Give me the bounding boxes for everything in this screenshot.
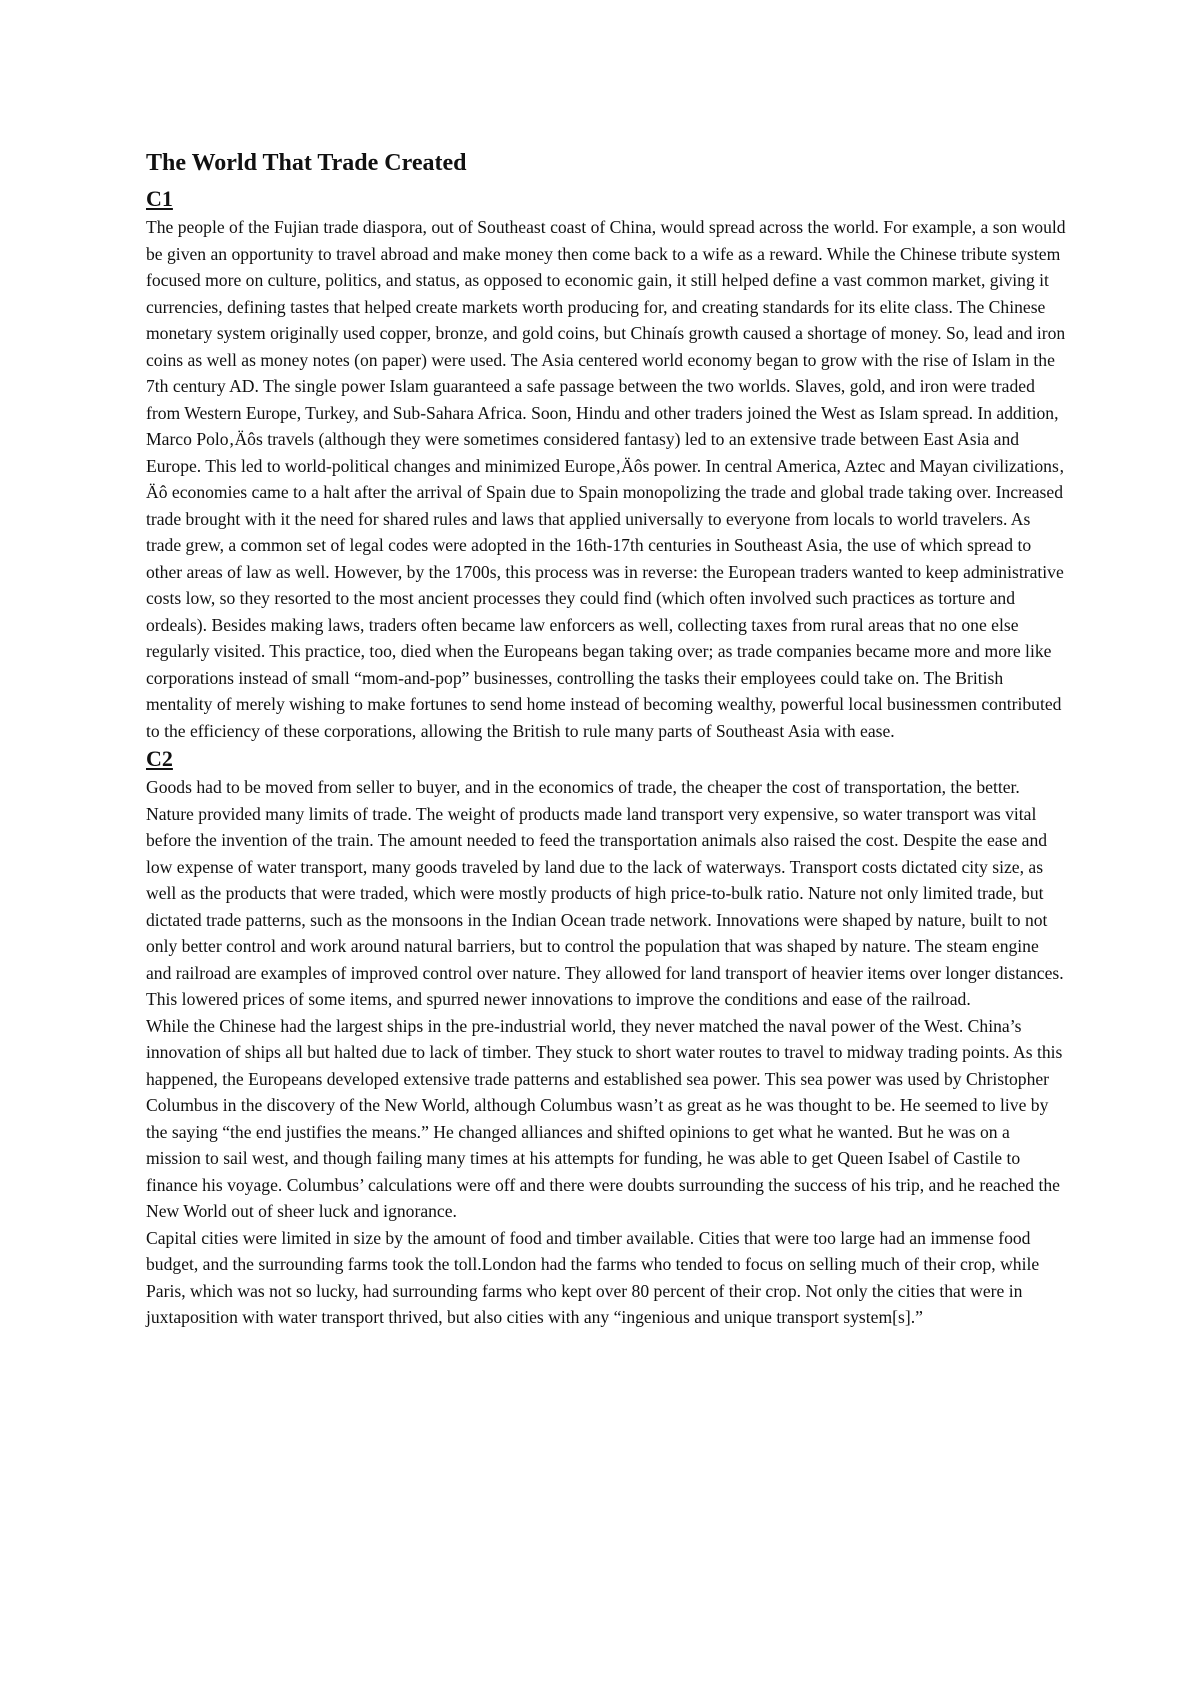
section-c1 (146, 184, 1066, 744)
section-heading-c1: C1 (146, 186, 173, 211)
document-page (146, 146, 1066, 1331)
section-heading-c2: C2 (146, 746, 173, 771)
paragraph-c2-1: Goods had to be moved from seller to buyer, and in the economics of trade, the cheaper the cost of transportation, the better. Nature provided many limits of trade. The weight of products made land transport very expensive, so water transport was vital before the invention of the train. The amount needed to feed the transportation animals also raised the cost. Despite the ease and low expense of water transport, many goods traveled by land due to the lack of waterways. Transport costs dictated city size, as well as the products that were traded, which were mostly products of high price-to-bulk ratio. Nature not only limited trade, but dictated trade patterns, such as the monsoons in the Indian Ocean trade network. Innovations were shaped by nature, built to not only better control and work around natural barriers, but to control the population that was shaped by nature. The steam engine and railroad are examples of improved control over nature. They allowed for land transport of heavier items over longer distances. This lowered prices of some items, and spurred newer innovations to improve the conditions and ease of the railroad. (146, 777, 1064, 1009)
paragraph-c2-3: Capital cities were limited in size by the amount of food and timber available. Cities that were too large had an immense food budget, and the surrounding farms took the toll.London had the farms who tended to focus on selling much of their crop, while Paris, which was not so lucky, had surrounding farms who kept over 80 percent of their crop. Not only the cities that were in juxtaposition with water transport thrived, but also cities with any “ingenious and unique transport system[s].” (146, 1227, 1040, 1327)
section-c2 (146, 744, 1066, 1331)
paragraph-c1-1: The people of the Fujian trade diaspora, out of Southeast coast of China, would spread across the world. For example, a son would be given an opportunity to travel abroad and make money then come back to a wife as a reward. While the Chinese tribute system focused more on culture, politics, and status, as opposed to economic gain, it still helped define a vast common market, giving it currencies, defining tastes that helped create markets worth producing for, and creating standards for its elite class. The Chinese monetary system originally used copper, bronze, and gold coins, but Chinaís growth caused a shortage of money. So, lead and iron coins as well as money notes (on paper) were used. The Asia centered world economy began to grow with the rise of Islam in the 7th century AD. The single power Islam guaranteed a safe passage between the two worlds. Slaves, gold, and iron were traded from Western Europe, Turkey, and Sub-Sahara Africa. Soon, Hindu and other traders joined the West as Islam spread. In addition, Marco Polo‚Äôs travels (although they were sometimes considered fantasy) led to an extensive trade between East Asia and Europe. This led to world-political changes and minimized Europe‚Äôs power. In central America, Aztec and Mayan civilizations‚ Äô economies came to a halt after the arrival of Spain due to Spain monopolizing the trade and global trade taking over. Increased trade brought with it the need for shared rules and laws that applied universally to everyone from locals to world travelers. As trade grew, a common set of legal codes were adopted in the 16th-17th centuries in Southeast Asia, the use of which spread to other areas of law as well. However, by the 1700s, this process was in reverse: the European traders wanted to keep administrative costs low, so they resorted to the most ancient processes they could find (which often involved such practices as torture and ordeals). Besides making laws, traders often became law enforcers as well, collecting taxes from rural areas that no one else regularly visited. This practice, too, died when the Europeans began taking over; as trade companies became more and more like corporations instead of small “mom-and-pop” businesses, controlling the tasks their employees could take on. The British mentality of merely wishing to make fortunes to send home instead of becoming wealthy, powerful local businessmen contributed to the efficiency of these corporations, allowing the British to rule many parts of Southeast Asia with ease. (146, 217, 1066, 741)
document-title: The World That Trade Created (146, 150, 467, 176)
paragraph-c2-2: While the Chinese had the largest ships in the pre-industrial world, they never matched the naval power of the West. China’s innovation of ships all but halted due to lack of timber. They stuck to short water routes to travel to midway trading points. As this happened, the Europeans developed extensive trade patterns and established sea power. This sea power was used by Christopher Columbus in the discovery of the New World, although Columbus wasn’t as great as he was thought to be. He seemed to live by the saying “the end justifies the means.” He changed alliances and shifted opinions to get what he wanted. But he was on a mission to sail west, and though failing many times at his attempts for funding, he was able to get Queen Isabel of Castile to finance his voyage. Columbus’ calculations were off and there were doubts surrounding the success of his trip, and he reached the New World out of sheer luck and ignorance. (146, 1015, 1063, 1221)
